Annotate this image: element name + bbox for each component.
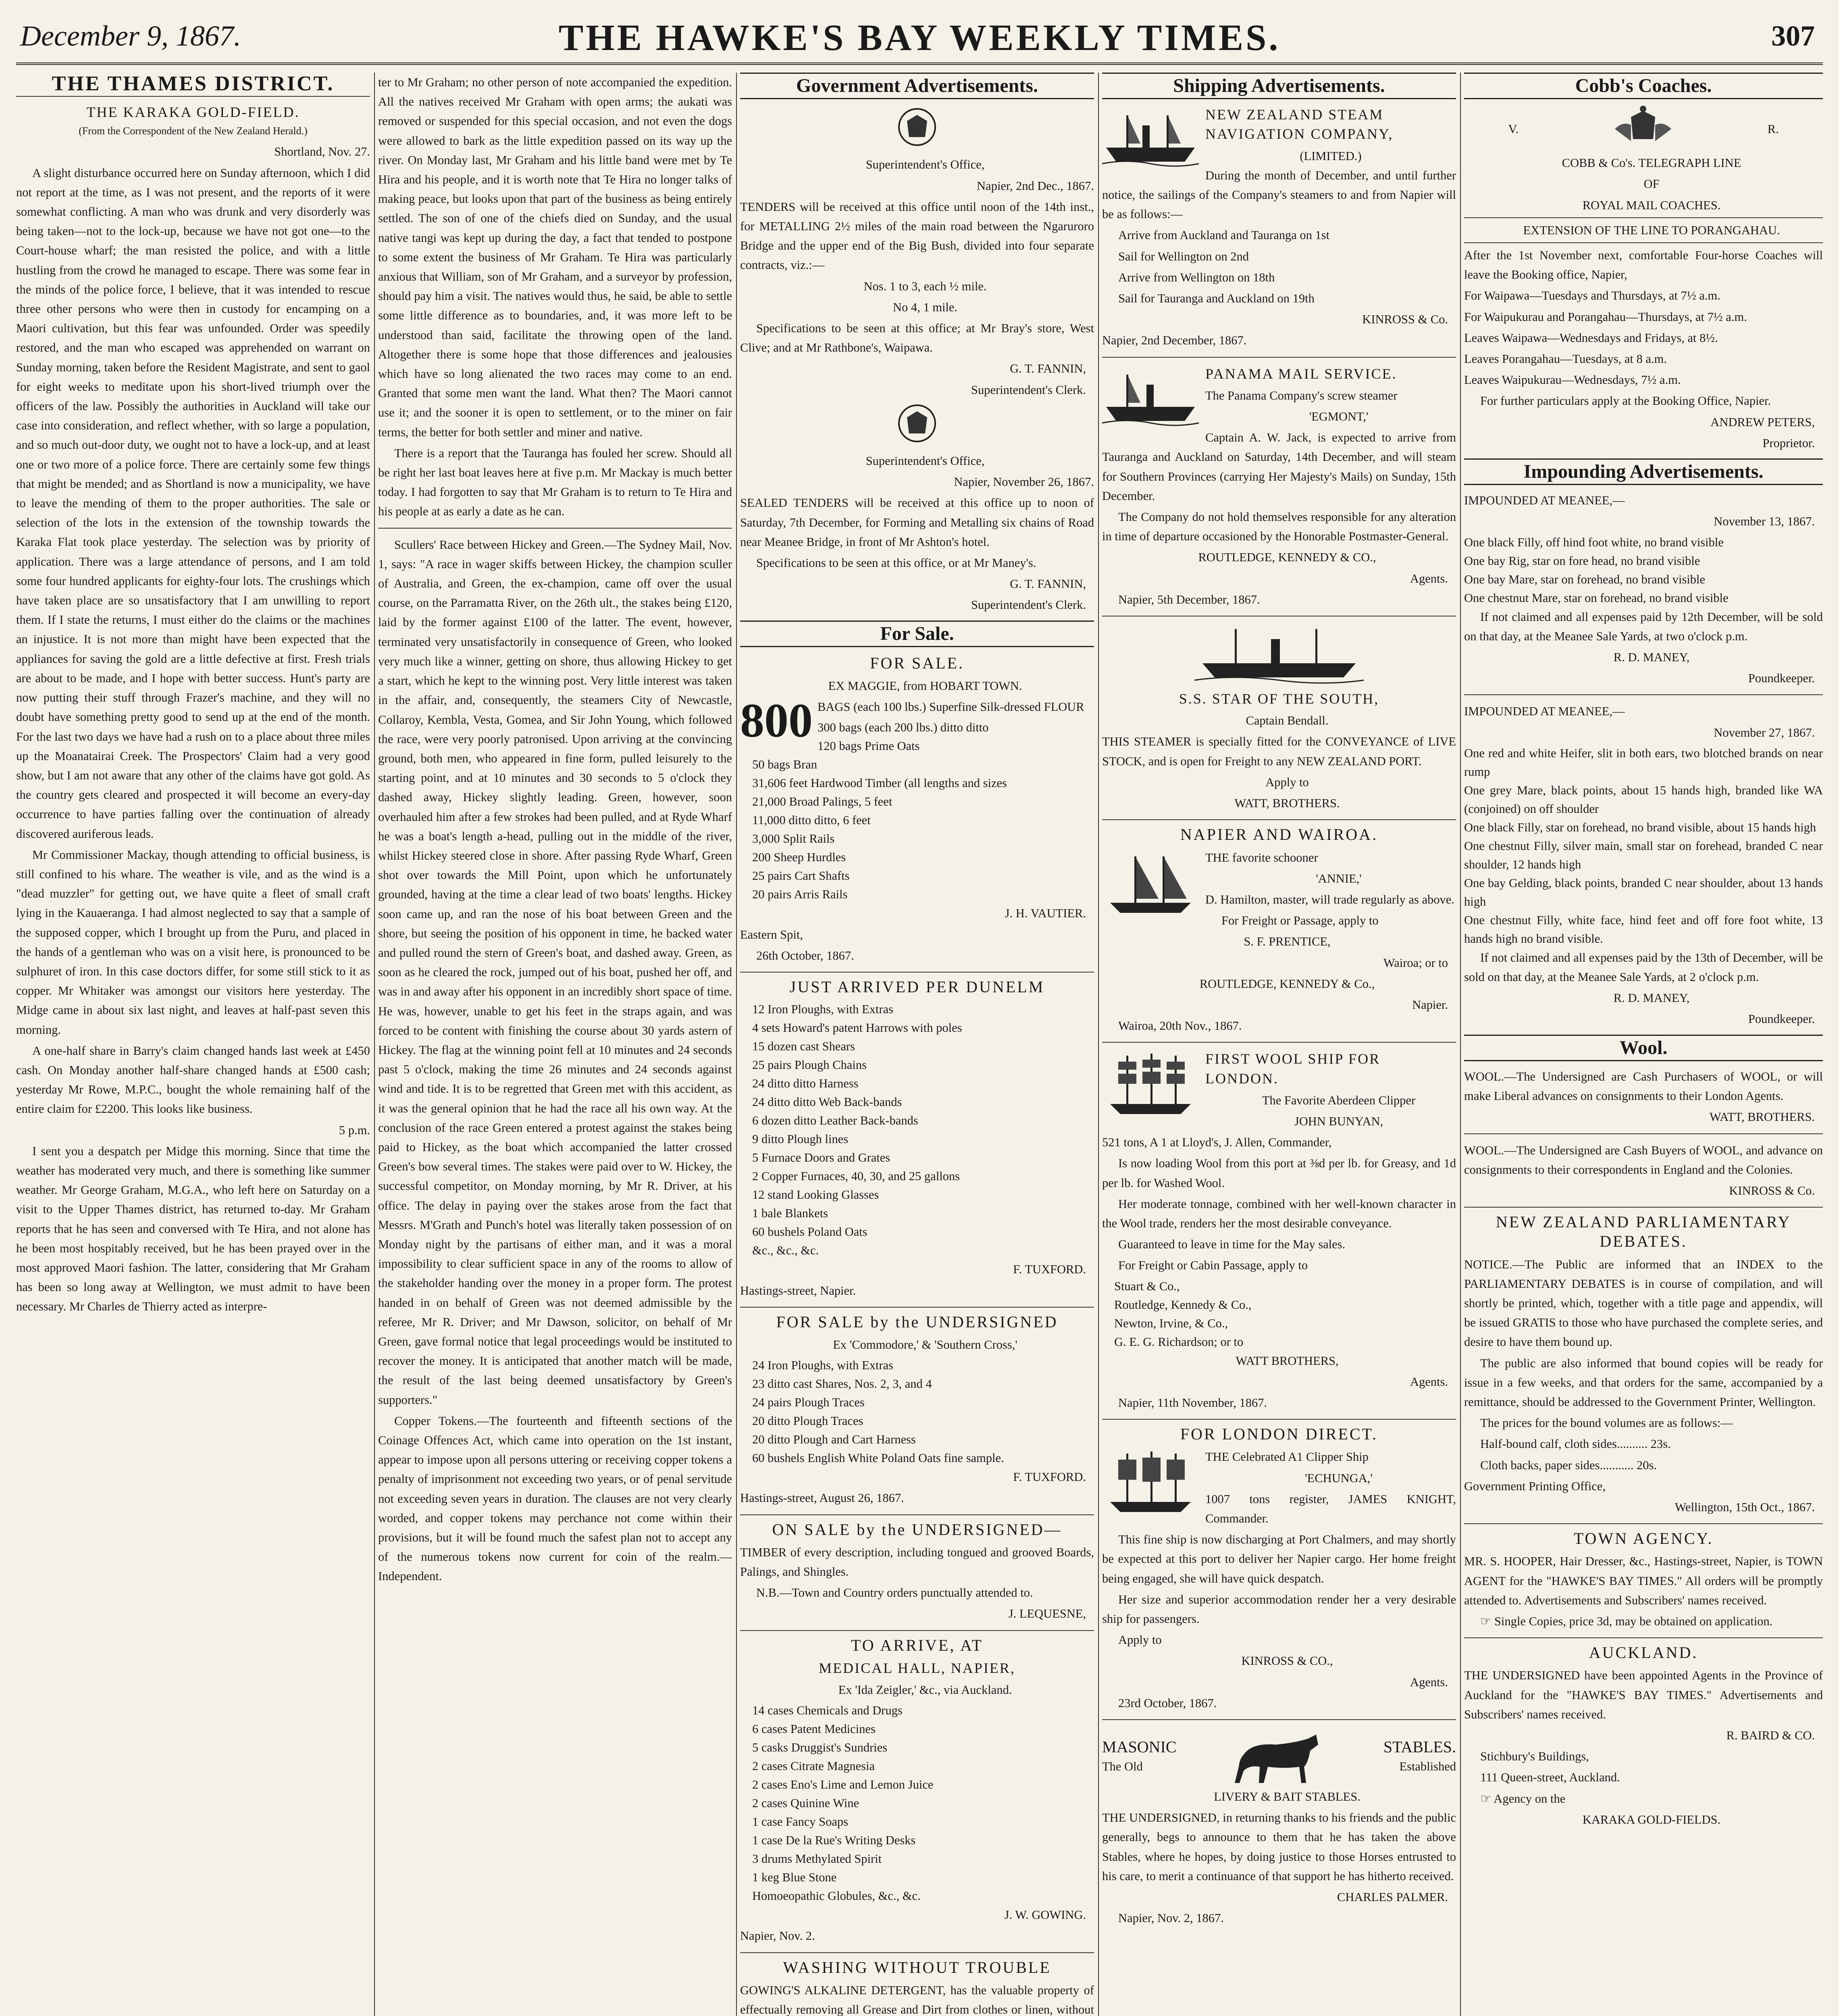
- list-item: 15 dozen cast Shears: [752, 1039, 855, 1054]
- column-rule: [736, 73, 737, 2016]
- list-item: 24 ditto ditto Web Back-bands: [752, 1095, 902, 1109]
- ad-body: If not claimed and all expenses paid by the 13th of December, will be sold on that day, at the Meanee Sale Yards, at 2 o'clock p.m.: [1464, 950, 1823, 984]
- ad-heading: ROYAL MAIL COACHES.: [1582, 198, 1721, 212]
- impounded-list: [1464, 744, 1823, 948]
- ad-body: NOTICE.—The Public are informed that an INDEX to the PARLIAMENTARY DEBATES is in course of compilation, and will shortly be printed, which, together with a title page and appendix, will be issued GRATIS to those who have purchased the complete series, and desire to have them bound up.: [1464, 1257, 1823, 1349]
- page-number: 307: [1771, 20, 1815, 52]
- clipper-ship-icon: [1102, 1450, 1199, 1518]
- list-item: 120 bags Prime Oats: [818, 739, 920, 753]
- ad-signature: J. W. GOWING.: [1004, 1908, 1086, 1922]
- ad-body: The public are also informed that bound copies will be ready for issue in a few weeks, and that orders for the same, accompanied by a remittance, should be addressed to the Government Printer, Wellington.: [1464, 1356, 1823, 1409]
- section-heading: Government Advertisements.: [740, 73, 1094, 99]
- article-paragraph: I sent you a despatch per Midge this morning. Since that time the weather has moderated very much, and there is something like summer weather. Mr George Graham, M.G.A., who left here on Saturday on a visit to the Upper Thames district, has returned to-day. Mr Graham reports that he has seen and conversed with Te Hira, and not alone has he been most hospitably received, but he has been prayed over in the most approved Maori fashion. The latter, considering that Mr Graham has been so long away at Wellington, we must admit to have been necessary. Mr Charles de Thierry acted as interpre-: [16, 1144, 370, 1314]
- list-item: 12 stand Looking Glasses: [752, 1188, 879, 1202]
- ad-body: This fine ship is now discharging at Port Chalmers, and may shortly be expected at this port to deliver her Napier cargo. Her home freight being engaged, she will have quick despatch.: [1102, 1533, 1456, 1585]
- list-item: 20 ditto Plough and Cart Harness: [752, 1433, 916, 1447]
- list-item: 21,000 Broad Palings, 5 feet: [752, 795, 892, 809]
- ad-item: Leaves Waipukurau—Wednesdays, 7½ a.m.: [1464, 373, 1681, 387]
- ad-signature: Poundkeeper.: [1748, 1012, 1815, 1026]
- list-item: One red and white Heifer, slit in both ears, two blotched brands on near rump: [1464, 746, 1823, 779]
- ad-subheading: EXTENSION OF THE LINE TO PORANGAHAU.: [1523, 223, 1780, 237]
- section-heading: Wool.: [1464, 1035, 1823, 1061]
- ad-heading: IMPOUNDED AT MEANEE,—: [1464, 704, 1625, 719]
- ad-signature: Agents.: [1410, 571, 1448, 585]
- ad-body: Apply to: [1265, 775, 1309, 789]
- ad-signature: KINROSS & CO.,: [1241, 1654, 1333, 1668]
- list-item: 60 bushels Poland Oats: [752, 1225, 867, 1239]
- ad-body: The Favorite Aberdeen Clipper: [1262, 1093, 1416, 1107]
- section-heading: For Sale.: [740, 621, 1094, 647]
- crest-letter: R.: [1767, 122, 1779, 136]
- article-credit: (From the Correspondent of the New Zealand Herald.): [79, 125, 308, 137]
- newspaper-page: [16, 12, 1823, 2016]
- ad-heading: NAPIER AND WAIROA.: [1102, 819, 1456, 844]
- ad-heading: PANAMA MAIL SERVICE.: [1205, 365, 1397, 382]
- ad-body-text: Agency on the: [1494, 1791, 1566, 1806]
- list-item: One black Filly, star on forehead, no brand visible, about 15 hands high: [1464, 820, 1816, 834]
- ad-subheading: Captain Bendall.: [1246, 714, 1329, 728]
- ad-heading: FOR SALE by the UNDERSIGNED: [740, 1307, 1094, 1332]
- list-item: One bay Mare, star on forehead, no brand visible: [1464, 572, 1705, 586]
- ad-body: For Freight or Cabin Passage, apply to: [1118, 1258, 1308, 1272]
- ad-item: Leaves Porangahau—Tuesdays, at 8 a.m.: [1464, 352, 1667, 366]
- ad-heading: S.S. STAR OF THE SOUTH,: [1179, 691, 1379, 707]
- ad-subheading: LIVERY & BAIT STABLES.: [1214, 1790, 1361, 1804]
- ad-office: Superintendent's Office,: [865, 454, 985, 468]
- ad-signature: WATT, BROTHERS.: [1234, 796, 1340, 810]
- list-item: &c., &c., &c.: [752, 1243, 819, 1258]
- ad-item: Sail for Wellington on 2nd: [1118, 249, 1249, 263]
- steamship-icon: [1194, 623, 1364, 683]
- ad-signature: ANDREW PETERS,: [1710, 415, 1815, 429]
- list-item: 1 keg Blue Stone: [752, 1870, 837, 1885]
- ad-item: Arrive from Wellington on 18th: [1118, 270, 1275, 284]
- ad-body: If not claimed and all expenses paid by 12th December, will be sold on that day, at the Meanee Sale Yards, at two o'clock p.m.: [1464, 610, 1823, 643]
- list-item: 2 cases Eno's Lime and Lemon Juice: [752, 1778, 934, 1792]
- newspaper-title: THE HAWKE'S BAY WEEKLY TIMES.: [558, 17, 1281, 58]
- article-paragraph: Scullers' Race between Hickey and Green.—The Sydney Mail, Nov. 1, says: "A race in wager skiffs between Hickey, the champion sculler of Australia, and Green, the ex-champion, came off over the usual course, on the Parramatta River, on the 26th ult., the stakes being £120, laid by the former against £100 of the latter. The event, however, terminated very unsatisfactorily in consequence of Green, who looked very much like a winner, getting on shore, thus allowing Hickey to get a start, which he kept to the winning post. Very little interest was taken in the affair, and, consequently, the steamers City of Newcastle, Collaroy, Kembla, Vesta, Gomea, and Sir John Young, which followed the race, were very poorly patronised. Upon arriving at the convincing ground, both men, who appeared in fine form, pulled leisurely to the starting point, and at 10 minutes and 30 seconds to 5 o'clock they dashed away, Hickey slightly leading. Green, however, soon overhauled him after a few strokes had been pulled, and at Ryde Wharf he was a boat's length a-head, pulling out in the middle of the river, whilst Hickey steered close in shore. After passing Ryde Wharf, Green shot over towards the Mill Point, upon which he unfortunately grounded, having at the time a clear lead of two boats' lengths. Hickey soon came up, and ran the nose of his boat between Green and the shore, but seeing the position of his opponent in time, he backed water and pulled round the stern of Green's boat, and dashed away. Green, as soon as he cleared the rock, jumped out of his boat, pushed her off, and was in and away after his opponent in an incredibly short space of time. He was, however, unable to get his feet in the straps again, and was forced to be content with finishing the course about 30 yards astern of Hickey. The flag at the winning point fell at 10 minutes and 24 seconds past 5 o'clock, making the time 26 minutes and 24 seconds against wind and tide. It is to be regretted that Green met with this accident, as it was the general opinion that he had the race all his own way. At the conclusion of the race Green entered a protest against the stakes being paid to Hickey, as the boat which accompanied the latter crossed Green's bow several times. The stakes were paid over to W. Hickey, the successful competitor, on Monday morning, by Mr R. Driver, at his office. The delay in paying over the stakes arose from the fact that Messrs. M'Grath and Punch's hotel was literally taken possession of on Monday night by the partisans of either man, and it was a moral impossibility to clear sufficient space in any of the rooms to allow of the stakeholder handing over the money in a proper form. The protest handed in on behalf of Green was not deemed admissible by the referee, Mr R. Driver; and Mr Dawson, solicitor, on behalf of Mr Green, gave formal notice that legal proceedings would be instituted to recover the money. It is anticipated that another match will be made, the result of the last being deemed unsatisfactory by Green's supporters.": [378, 537, 732, 1407]
- ad-heading: KARAKA GOLD-FIELDS.: [1582, 1812, 1721, 1826]
- ad-body: Her size and superior accommodation render her a very desirable ship for passengers.: [1102, 1592, 1456, 1626]
- ad-subheading: (LIMITED.): [1300, 149, 1362, 163]
- crest-letter: V.: [1508, 122, 1519, 136]
- ad-body: Specifications to be seen at this office; at Mr Bray's store, West Clive; and at Mr Rathbone's, Waipawa.: [740, 321, 1094, 355]
- ad-heading: TOWN AGENCY.: [1464, 1523, 1823, 1548]
- column-3: [740, 73, 1094, 2016]
- ad-body: N.B.—Town and Country orders punctually attended to.: [756, 1586, 1033, 1600]
- ad-date: Napier, Nov. 2.: [740, 1929, 815, 1943]
- ship-name: 'ANNIE,': [1316, 871, 1362, 885]
- ad-signature: WATT, BROTHERS.: [1709, 1110, 1815, 1124]
- for-sale-list-2: [752, 1356, 1094, 1467]
- ad-date: Napier, 5th December, 1867.: [1118, 592, 1260, 606]
- schooner-icon: [1102, 850, 1199, 919]
- ad-address: Stichbury's Buildings,: [1480, 1749, 1589, 1764]
- ad-signature: KINROSS & Co.: [1362, 312, 1448, 327]
- article-dateline: Shortland, Nov. 27.: [274, 145, 370, 159]
- ad-body: [1464, 1612, 1823, 1631]
- ad-subheading: Ex 'Commodore,' & 'Southern Cross,': [833, 1337, 1017, 1352]
- ad-heading: ON SALE by the UNDERSIGNED—: [740, 1514, 1094, 1539]
- list-item: 1 case De la Rue's Writing Desks: [752, 1833, 916, 1847]
- list-item: Stuart & Co.,: [1114, 1279, 1180, 1293]
- ad-body: During the month of December, and until further notice, the sailings of the Company's steamers to and from Napier will be as follows:—: [1102, 168, 1456, 221]
- ad-signature: R. D. MANEY,: [1613, 650, 1690, 664]
- ad-signature: Agents.: [1410, 1675, 1448, 1689]
- ad-date: November 27, 1867.: [1714, 725, 1815, 739]
- column-4: [1102, 73, 1456, 2016]
- ad-subheading: EX MAGGIE, from HOBART TOWN.: [828, 679, 1022, 693]
- ad-body: Her moderate tonnage, combined with her well-known character in the Wool trade, renders her the most desirable conveyance.: [1102, 1197, 1456, 1230]
- government-crest-icon: [740, 105, 1094, 155]
- steamship-icon: [1102, 107, 1199, 168]
- ad-item: For Waipawa—Tuesdays and Thursdays, at 7½ a.m.: [1464, 289, 1720, 303]
- article-paragraph: ter to Mr Graham; no other person of note accompanied the expedition. All the natives received Mr Graham with open arms; the aukati was removed or suspended for this special occasion, and not even the dogs were allowed to bark as the little expedition passed on its way up the river. On Monday last, Mr Graham and his little band were met by Te Hira and his people, and it is worth note that Te Hira no longer talks of making peace, but looks upon that part of the business as being entirely settled. The son of one of the chiefs died on Sunday, and the usual native tangi was kept up during the day, a fact that tended to postpone to some extent the business of Mr Graham. Te Hira was particularly anxious that William, son of Mr Graham, and a surveyor by profession, should pay him a visit. The natives would thus, he said, be able to settle some little difference as to boundaries, and, it was more left to be understood than said, facilitate the throwing open of the land. Altogether there is some hope that those differences and jealousies which have so long alienated the two races may come to an end. Granted that some men want the land. What then? The Maori cannot use it; and the sooner it is open to settlement, or to the miner on fair terms, the better for both settler and miner and native.: [378, 75, 732, 439]
- list-item: One bay Gelding, black points, branded C near shoulder, about 13 hands high: [1464, 876, 1823, 908]
- ad-body: WOOL.—The Undersigned are Cash Buyers of WOOL, and advance on consignments to their correspondents in England and the Colonies.: [1464, 1143, 1823, 1177]
- ad-body: The prices for the bound volumes are as follows:—: [1480, 1416, 1733, 1430]
- list-item: One black Filly, off hind foot white, no brand visible: [1464, 535, 1724, 549]
- list-item: One grey Mare, black points, about 15 hands high, branded like WA (conjoined) on off shoulder: [1464, 783, 1823, 816]
- ad-body: After the 1st November next, comfortable Four-horse Coaches will leave the Booking office, Napier,: [1464, 248, 1823, 282]
- list-item: 1 case Fancy Soaps: [752, 1815, 849, 1829]
- list-item: Newton, Irvine, & Co.,: [1114, 1316, 1228, 1330]
- ad-heading: NEW ZEALAND PARLIAMENTARY DEBATES.: [1464, 1207, 1823, 1251]
- ad-body: For further particulars apply at the Booking Office, Napier.: [1480, 394, 1771, 408]
- ad-signature: Napier.: [1412, 998, 1448, 1012]
- ad-signature: Agents.: [1410, 1375, 1448, 1389]
- ad-heading: IMPOUNDED AT MEANEE,—: [1464, 494, 1625, 508]
- medical-list: [752, 1701, 1094, 1905]
- ad-signature: CHARLES PALMER.: [1337, 1890, 1448, 1904]
- impounded-list: [1464, 533, 1823, 607]
- ad-body: 1007 tons register, JAMES KNIGHT, Commander.: [1205, 1492, 1456, 1525]
- ad-body: For Freight or Passage, apply to: [1221, 914, 1379, 928]
- ad-body: 521 tons, A 1 at Lloyd's, J. Allen, Commander,: [1102, 1135, 1332, 1150]
- ad-body: Specifications to be seen at this office, or at Mr Maney's.: [756, 556, 1036, 570]
- ad-item: No 4, 1 mile.: [892, 300, 958, 314]
- list-item: 20 ditto Plough Traces: [752, 1414, 863, 1428]
- masthead: [16, 12, 1823, 65]
- column-1: [16, 73, 370, 2016]
- ad-place: Hastings-street, Napier.: [740, 1283, 856, 1297]
- list-item: 2 Copper Furnaces, 40, 30, and 25 gallons: [752, 1169, 960, 1183]
- ad-signature: ROUTLEDGE, KENNEDY & CO.,: [1198, 550, 1376, 564]
- article-paragraph: There is a report that the Tauranga has fouled her screw. Should all be right her last boat leaves here at five p.m. Mr Mackay is much better today. I had forgotten to say that Mr Graham is to return to Te Hira and his people at as early a date as he can.: [378, 446, 732, 519]
- list-item: Routledge, Kennedy & Co.,: [1114, 1297, 1252, 1312]
- ad-body: WOOL.—The Undersigned are Cash Purchasers of WOOL, or will make Liberal advances on consignments to their London Agents.: [1464, 1069, 1823, 1103]
- ad-signature: Wairoa; or to: [1383, 956, 1448, 970]
- ad-body: GOWING'S ALKALINE DETERGENT, has the valuable property of effectually removing all Grease and Dirt from clothes or linen, without: [740, 1983, 1094, 2016]
- royal-crest-icon: [1607, 105, 1679, 153]
- agents-list: [1114, 1277, 1456, 1351]
- pointing-hand-icon: ☞: [1480, 1791, 1494, 1806]
- ad-signature: J. H. VAUTIER.: [1005, 906, 1086, 921]
- list-item: 3,000 Split Rails: [752, 832, 835, 846]
- ad-date: Napier, 2nd Dec., 1867.: [977, 179, 1094, 193]
- ad-body: Established: [1399, 1760, 1456, 1774]
- ad-signature: J. LEQUESNE,: [1008, 1607, 1086, 1621]
- ad-body: The Old: [1102, 1760, 1143, 1774]
- ad-signature: G. T. FANNIN,: [1010, 577, 1086, 591]
- list-item: 25 pairs Plough Chains: [752, 1058, 867, 1072]
- column-rule: [1460, 73, 1461, 2016]
- ad-item: BAGS (each 100 lbs.) Superfine Silk-dressed FLOUR: [818, 700, 1084, 714]
- ad-date: Wellington, 15th Oct., 1867.: [1675, 1500, 1815, 1514]
- list-item: 20 pairs Arris Rails: [752, 887, 848, 902]
- ad-heading: NEW ZEALAND STEAM NAVIGATION COMPANY,: [1205, 106, 1394, 142]
- list-item: 6 dozen ditto Leather Back-bands: [752, 1114, 918, 1128]
- ad-date: 23rd October, 1867.: [1118, 1696, 1217, 1710]
- ad-body: TIMBER of every description, including tongued and grooved Boards, Palings, and Shingles.: [740, 1545, 1094, 1579]
- ad-heading: FOR LONDON DIRECT.: [1102, 1419, 1456, 1444]
- issue-date: December 9, 1867.: [20, 20, 241, 52]
- ad-date: Napier, 11th November, 1867.: [1118, 1395, 1267, 1410]
- list-item: 23 ditto cast Shares, Nos. 2, 3, and 4: [752, 1377, 932, 1391]
- section-heading: Shipping Advertisements.: [1102, 73, 1456, 99]
- ad-signature: F. TUXFORD.: [1013, 1262, 1086, 1277]
- ad-signature: Proprietor.: [1762, 436, 1815, 450]
- column-5: [1464, 73, 1823, 2016]
- ad-body: THIS STEAMER is specially fitted for the CONVEYANCE of LIVE STOCK, and is open for Freight to any NEW ZEALAND PORT.: [1102, 735, 1456, 768]
- horse-icon: [1227, 1727, 1332, 1787]
- ad-date: Wairoa, 20th Nov., 1867.: [1118, 1019, 1242, 1033]
- ad-subheading: OF: [1643, 177, 1660, 191]
- article-paragraph: A one-half share in Barry's claim changed hands last week at £450 cash. On Monday another half-share changed hands at £500 cash; yesterday Mr Rowe, M.P.C., bought the whole remaining half of the entire claim for £2200. This looks like business.: [16, 1043, 370, 1116]
- ad-signature: Poundkeeper.: [1748, 671, 1815, 685]
- ship-name: 'ECHUNGA,': [1305, 1471, 1373, 1485]
- article-subheading: THE KARAKA GOLD-FIELD.: [86, 104, 300, 121]
- ad-body: Guaranteed to leave in time for the May sales.: [1118, 1237, 1346, 1252]
- ad-body-text: Single Copies, price 3d, may be obtained on application.: [1494, 1614, 1773, 1628]
- ad-address: 111 Queen-street, Auckland.: [1480, 1770, 1620, 1785]
- steamship-icon: [1102, 367, 1199, 427]
- ad-date: Napier, Nov. 2, 1867.: [1118, 1911, 1224, 1925]
- list-item: 50 bags Bran: [752, 758, 817, 772]
- ad-body: D. Hamilton, master, will trade regularly as above.: [1205, 892, 1454, 906]
- ad-body: Apply to: [1118, 1633, 1162, 1647]
- ad-signature: R. D. MANEY,: [1613, 991, 1690, 1005]
- ad-heading: MEDICAL HALL, NAPIER,: [819, 1660, 1015, 1676]
- ad-signature: G. T. FANNIN,: [1010, 362, 1086, 376]
- ad-heading: TO ARRIVE, AT: [740, 1630, 1094, 1655]
- ad-item: Arrive from Auckland and Tauranga on 1st: [1118, 228, 1330, 242]
- clipper-ship-icon: [1102, 1052, 1199, 1120]
- column-2: [378, 73, 732, 2016]
- ad-item: Half-bound calf, cloth sides.......... 23s.: [1480, 1437, 1671, 1451]
- article-time: 5 p.m.: [339, 1123, 370, 1137]
- ad-signature: F. TUXFORD.: [1013, 1470, 1086, 1484]
- ad-body: The Company do not hold themselves responsible for any alteration in time of departure occasioned by the Honorable Postmaster-General.: [1102, 510, 1456, 544]
- ad-body: THE favorite schooner: [1205, 850, 1318, 864]
- ad-place: Eastern Spit,: [740, 927, 803, 941]
- list-item: 2 cases Quinine Wine: [752, 1796, 859, 1810]
- column-rule: [374, 73, 375, 2016]
- ad-body: Is now loading Wool from this port at ⅜d per lb. for Greasy, and 1d per lb. for Washed Wool.: [1102, 1156, 1456, 1190]
- list-item: 60 bushels English White Poland Oats fine sample.: [752, 1451, 1004, 1465]
- ad-date: November 13, 1867.: [1714, 514, 1815, 529]
- section-heading: Cobb's Coaches.: [1464, 73, 1823, 99]
- ad-signature: Superintendent's Clerk.: [971, 598, 1086, 612]
- ad-heading: FOR SALE.: [870, 654, 964, 672]
- list-item: 24 ditto ditto Harness: [752, 1077, 859, 1091]
- ad-item: Cloth backs, paper sides........... 20s.: [1480, 1458, 1657, 1472]
- list-item: Homoeopathic Globules, &c., &c.: [752, 1889, 921, 1903]
- list-item: G. E. G. Richardson; or to: [1114, 1335, 1244, 1349]
- list-item: 24 pairs Plough Traces: [752, 1395, 865, 1410]
- section-heading: Impounding Advertisements.: [1464, 458, 1823, 485]
- article-paragraph: Copper Tokens.—The fourteenth and fifteenth sections of the Coinage Offences Act, which came into operation on the 1st instant, appear to impose upon all persons uttering or receiving copper tokens a penalty of imprisonment not exceeding two years, or of penal servitude not exceeding seven years in duration. The clauses are not very clearly worded, and copper tokens may perchance not come within their provisions, but it will be found much the safest plan not to accept any of the numerous tokens now current for coin of the realm.—Independent.: [378, 1414, 732, 1583]
- list-item: One bay Rig, star on fore head, no brand visible: [1464, 554, 1700, 568]
- ad-office: Government Printing Office,: [1464, 1479, 1606, 1493]
- ad-body: MR. S. HOOPER, Hair Dresser, &c., Hastings-street, Napier, is TOWN AGENT for the "HAWKE'S BAY TIMES." All orders will be promptly attended to. Advertisements and Subscribers' names received.: [1464, 1554, 1823, 1607]
- list-item: 5 casks Druggist's Sundries: [752, 1741, 888, 1755]
- ad-date: Napier, November 26, 1867.: [954, 475, 1094, 489]
- list-item: One chestnut Mare, star on forehead, no brand visible: [1464, 591, 1729, 605]
- ad-item: Nos. 1 to 3, each ½ mile.: [863, 279, 987, 293]
- article-heading: THE THAMES DISTRICT.: [52, 72, 335, 95]
- ad-item: For Waipukurau and Porangahau—Thursdays, at 7½ a.m.: [1464, 310, 1747, 324]
- ad-body: THE UNDERSIGNED, in returning thanks to his friends and the public generally, begs to announce to them that he has taken the above Stables, where he hopes, by doing justice to those Horses entrusted to his care, to merit a continuance of that support he has hitherto received.: [1102, 1811, 1456, 1883]
- column-rule: [1098, 73, 1099, 2016]
- list-item: 14 cases Chemicals and Drugs: [752, 1704, 903, 1718]
- ad-place: Hastings-street, August 26, 1867.: [740, 1491, 904, 1505]
- ad-date: 26th October, 1867.: [756, 948, 854, 962]
- list-item: 5 Furnace Doors and Grates: [752, 1151, 890, 1165]
- pointing-hand-icon: ☞: [1480, 1614, 1494, 1628]
- list-item: 1 bale Blankets: [752, 1206, 828, 1220]
- ad-signature: ROUTLEDGE, KENNEDY & Co.,: [1199, 977, 1375, 991]
- ad-subheading: Ex 'Ida Zeigler,' &c., via Auckland.: [838, 1683, 1012, 1697]
- ad-item: Leaves Waipawa—Wednesdays and Fridays, at 8½.: [1464, 331, 1718, 345]
- ad-signature: WATT BROTHERS,: [1236, 1354, 1339, 1368]
- ad-body: [1464, 1789, 1823, 1808]
- list-item: 9 ditto Plough lines: [752, 1132, 849, 1146]
- list-item: 31,606 feet Hardwood Timber (all lengths and sizes: [752, 776, 1007, 790]
- list-item: 12 Iron Ploughs, with Extras: [752, 1002, 893, 1016]
- ad-signature: R. BAIRD & CO.: [1726, 1728, 1815, 1742]
- ad-signature: Superintendent's Clerk.: [971, 383, 1086, 397]
- ad-body: TENDERS will be received at this office until noon of the 14th inst., for METALLING 2½ miles of the main road between the Ngaruroro Bridge and the upper end of the Big Bush, divided into four separate contracts, viz.:—: [740, 200, 1094, 272]
- ad-heading: AUCKLAND.: [1464, 1637, 1823, 1662]
- ad-body: THE Celebrated A1 Clipper Ship: [1205, 1450, 1369, 1464]
- list-item: 24 Iron Ploughs, with Extras: [752, 1358, 893, 1372]
- list-item: 6 cases Patent Medicines: [752, 1722, 876, 1736]
- ad-heading: FIRST WOOL SHIP FOR LONDON.: [1205, 1051, 1381, 1087]
- ad-heading: JUST ARRIVED PER DUNELM: [740, 972, 1094, 997]
- ad-big-number: 800: [740, 694, 813, 748]
- just-arrived-list: [752, 1000, 1094, 1260]
- ad-item: Sail for Tauranga and Auckland on 19th: [1118, 292, 1315, 306]
- ad-date: Napier, 2nd December, 1867.: [1102, 333, 1247, 348]
- ad-heading: STABLES.: [1383, 1737, 1456, 1756]
- article-paragraph: A slight disturbance occurred here on Sunday afternoon, which I did not report at the time, as I was not present, and the reports of it were somewhat conflicting. A man who was drunk and very disorderly was being taken—not to the lock-up, because we have not got one—to the Court-house wharf; the man resisted the police, and with a little hustling from the crowd he managed to escape. There was some fear in the minds of the police force, I believe, that it was intended to rescue three other persons who were then in custody for encamping on a Maori cultivation, but this fear was unfounded. Order was speedily restored, and the man who escaped was apprehended on warrant on Sunday morning, taken before the Resident Magistrate, and sent to gaol for eight weeks to meditate upon his short-lived triumph over the officers of the law. Possibly the authorities in Auckland will take our case into consideration, and reflect whether, with so large a population, and so much out-door duty, we ought not to have a lock-up, and at least one or two more of a police force. There are certainly some few things that might be mended; and as Shortland is now a municipality, we have to leave the mending of them to the proper authorities. The sale or selection of the lots in the extension of the township towards the Karaka Flat took place yesterday. The selection was by priority of application. There was a large attendance of persons, and I am told some four hundred applicants for eighty-four lots. The crushings which have taken place are so unsatisfactory that I am unwilling to report them. If I state the returns, I must either do the claims or the machines an injustice. It is not more than might have been expected that the appliances for saving the gold are a little defective at first. Fresh trials are about to be made, and I hope with better success. Hunt's party are now putting their stuff through Frazer's machine, and they will no doubt have something pretty good to send up at the end of the month. For the last two days we have had a rush on to a place about three miles up the Moanatairai Creek. The Prospectors' Claim had a very good show, but I am not aware that any other of the claims have got gold. As the country gets cleared and prospected it will become an every-day occurrence to have parties falling over the continuation of already discovered auriferous leads.: [16, 166, 370, 841]
- government-crest-icon: [740, 401, 1094, 451]
- list-item: 25 pairs Cart Shafts: [752, 869, 850, 883]
- ad-body: Captain A. W. Jack, is expected to arrive from Tauranga and Auckland on Saturday, 14th December, and will steam for Southern Provinces (carrying Her Majesty's Mails) on Sunday, 15th December.: [1102, 431, 1456, 503]
- ad-signature: S. F. PRENTICE,: [1244, 935, 1331, 949]
- list-item: One chestnut Filly, white face, hind feet and off fore foot white, 13 hands high no brand visible.: [1464, 913, 1823, 946]
- ship-name: JOHN BUNYAN,: [1294, 1114, 1383, 1128]
- ad-heading: COBB & Co's. TELEGRAPH LINE: [1562, 156, 1741, 170]
- ad-heading: WASHING WITHOUT TROUBLE: [740, 1952, 1094, 1977]
- list-item: 3 drums Methylated Spirit: [752, 1852, 882, 1866]
- list-item: One chestnut Filly, silver main, small star on forehead, branded C near shoulder, 12 hands high: [1464, 839, 1823, 871]
- list-item: 2 cases Citrate Magnesia: [752, 1759, 875, 1773]
- ship-name: 'EGMONT,': [1309, 410, 1369, 424]
- ad-signature: KINROSS & Co.: [1729, 1183, 1815, 1198]
- ad-body: THE UNDERSIGNED have been appointed Agents in the Province of Auckland for the "HAWKE'S BAY TIMES." Advertisements and Subscribers' names received.: [1464, 1668, 1823, 1721]
- ad-heading: MASONIC: [1102, 1737, 1177, 1756]
- list-item: 4 sets Howard's patent Harrows with poles: [752, 1021, 962, 1035]
- list-item: 200 Sheep Hurdles: [752, 850, 846, 864]
- list-item: 11,000 ditto ditto, 6 feet: [752, 813, 871, 827]
- article-paragraph: Mr Commissioner Mackay, though attending to official business, is still confined to his whare. The weather is vile, and as the wind is a "dead muzzler" for getting out, we have quite a fleet of small craft lying in the Kauaeranga. I had almost neglected to say that a sample of the supposed copper, which I brought up from the Puru, and placed in the hands of a gentleman who was on a visit here, is pronounced to be sulphuret of iron. In this case doctors differ, for some still stick to it as copper. Mr Whitaker was amongst our visitors here yesterday. The Midge came in about six last night, and leaves at half-past seven this morning.: [16, 848, 370, 1037]
- ad-body: SEALED TENDERS will be received at this office up to noon of Saturday, 7th December, for Forming and Metalling six chains of Road near Meanee Bridge, in front of Mr Ashton's hotel.: [740, 496, 1094, 549]
- ad-body: The Panama Company's screw steamer: [1205, 388, 1398, 402]
- list-item: 300 bags (each 200 lbs.) ditto ditto: [818, 721, 989, 735]
- ad-office: Superintendent's Office,: [865, 158, 985, 172]
